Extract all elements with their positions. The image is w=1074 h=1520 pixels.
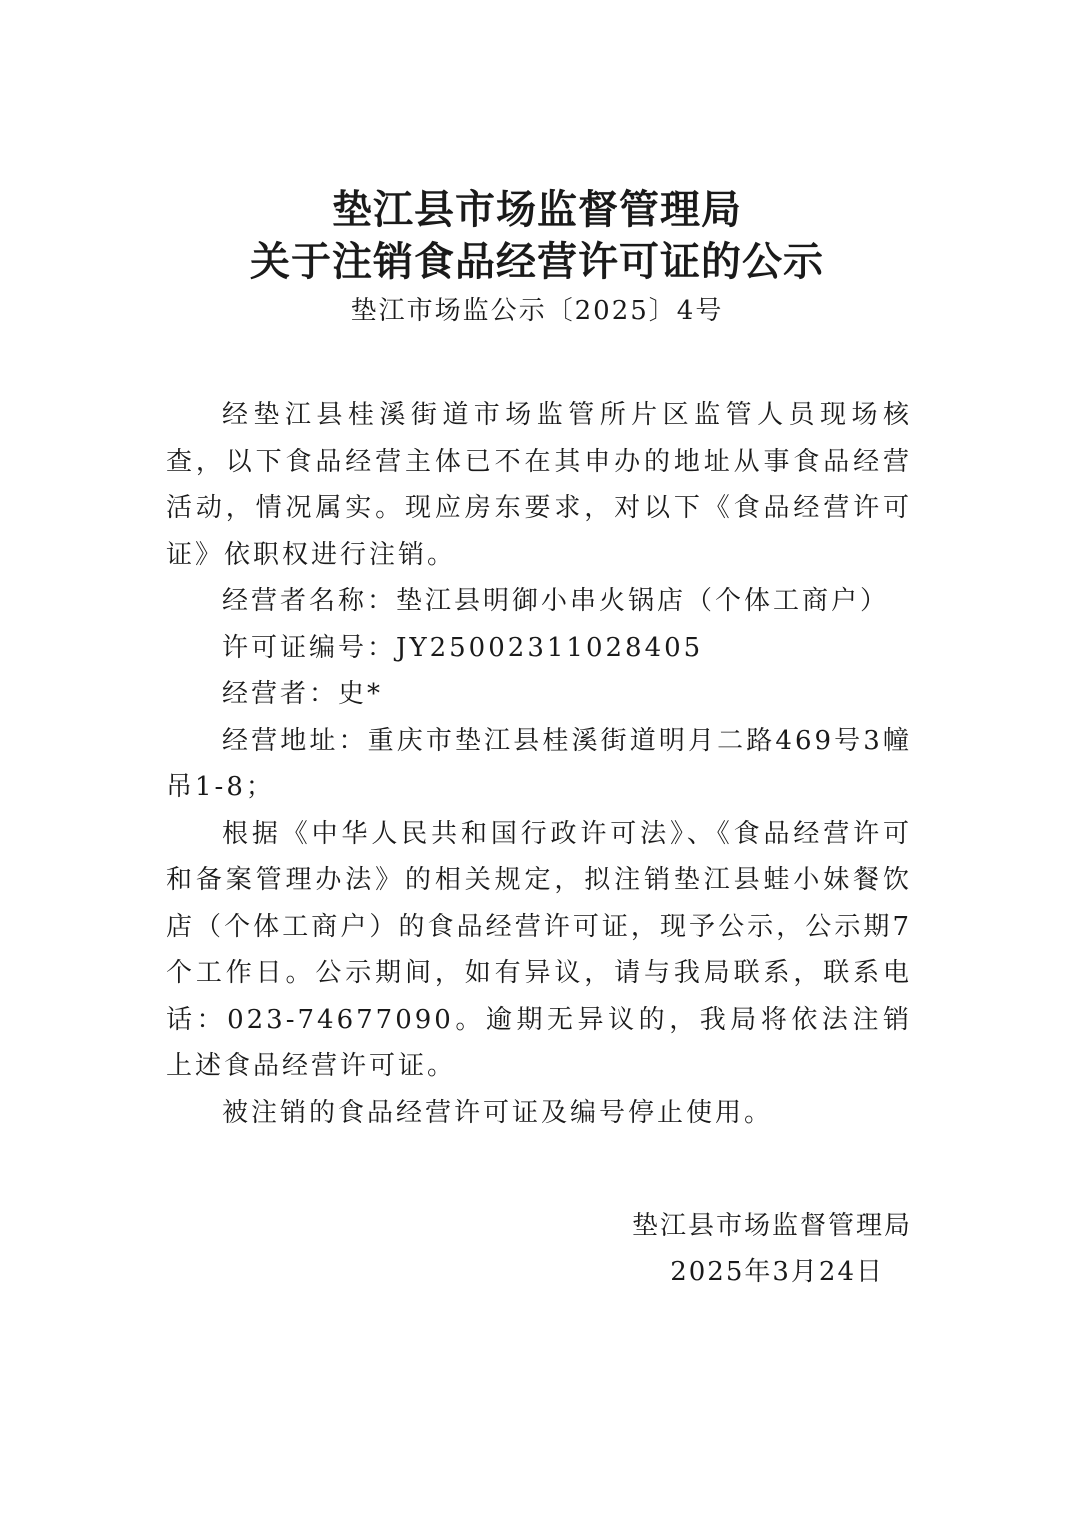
notice-body <box>166 392 912 1136</box>
closing-paragraph: 被注销的食品经营许可证及编号停止使用。 <box>222 1097 774 1128</box>
address-line <box>166 718 912 811</box>
operator-name-label: 经营者名称： <box>222 586 397 616</box>
address-value: 重庆市垫江县桂溪街道明月二路469号3幢吊1-8； <box>166 725 912 802</box>
license-number-line <box>166 625 912 672</box>
operator-value: 史* <box>338 679 384 709</box>
signature-organization: 垫江县市场监督管理局 <box>631 1211 912 1241</box>
operator-name-line <box>166 578 912 625</box>
operator-line <box>166 671 912 718</box>
address-label: 经营地址： <box>222 725 368 756</box>
license-number-value: JY25002311028405 <box>396 632 704 663</box>
operator-label: 经营者： <box>222 679 339 709</box>
license-number-label: 许可证编号： <box>222 632 397 663</box>
title-line-1: 垫江县市场监督管理局 <box>332 186 742 233</box>
signature-date: 2025年3月24日 <box>670 1257 884 1287</box>
legal-basis-paragraph: 根据《中华人民共和国行政许可法》、《食品经营许可和备案管理办法》的相关规定，拟注销垫江县蛙小妹餐饮店（个体工商户）的食品经营许可证，现予公示，公示期7个工作日。公示期间，如有异议，请与我局联系，联系电话：023-74677090。逾期无异议的，我局将依法注销上述食品经营许可证。 <box>166 818 912 1081</box>
intro-paragraph: 经垫江县桂溪街道市场监管所片区监管人员现场核查，以下食品经营主体已不在其申办的地址从事食品经营活动，情况属实。现应房东要求，对以下《食品经营许可证》依职权进行注销。 <box>166 400 912 570</box>
operator-name-value: 垫江县明御小串火锅店（个体工商户） <box>396 586 890 616</box>
title-line-2: 关于注销食品经营许可证的公示 <box>250 238 824 285</box>
document-number: 垫江市场监公示〔2025〕4号 <box>350 296 724 326</box>
